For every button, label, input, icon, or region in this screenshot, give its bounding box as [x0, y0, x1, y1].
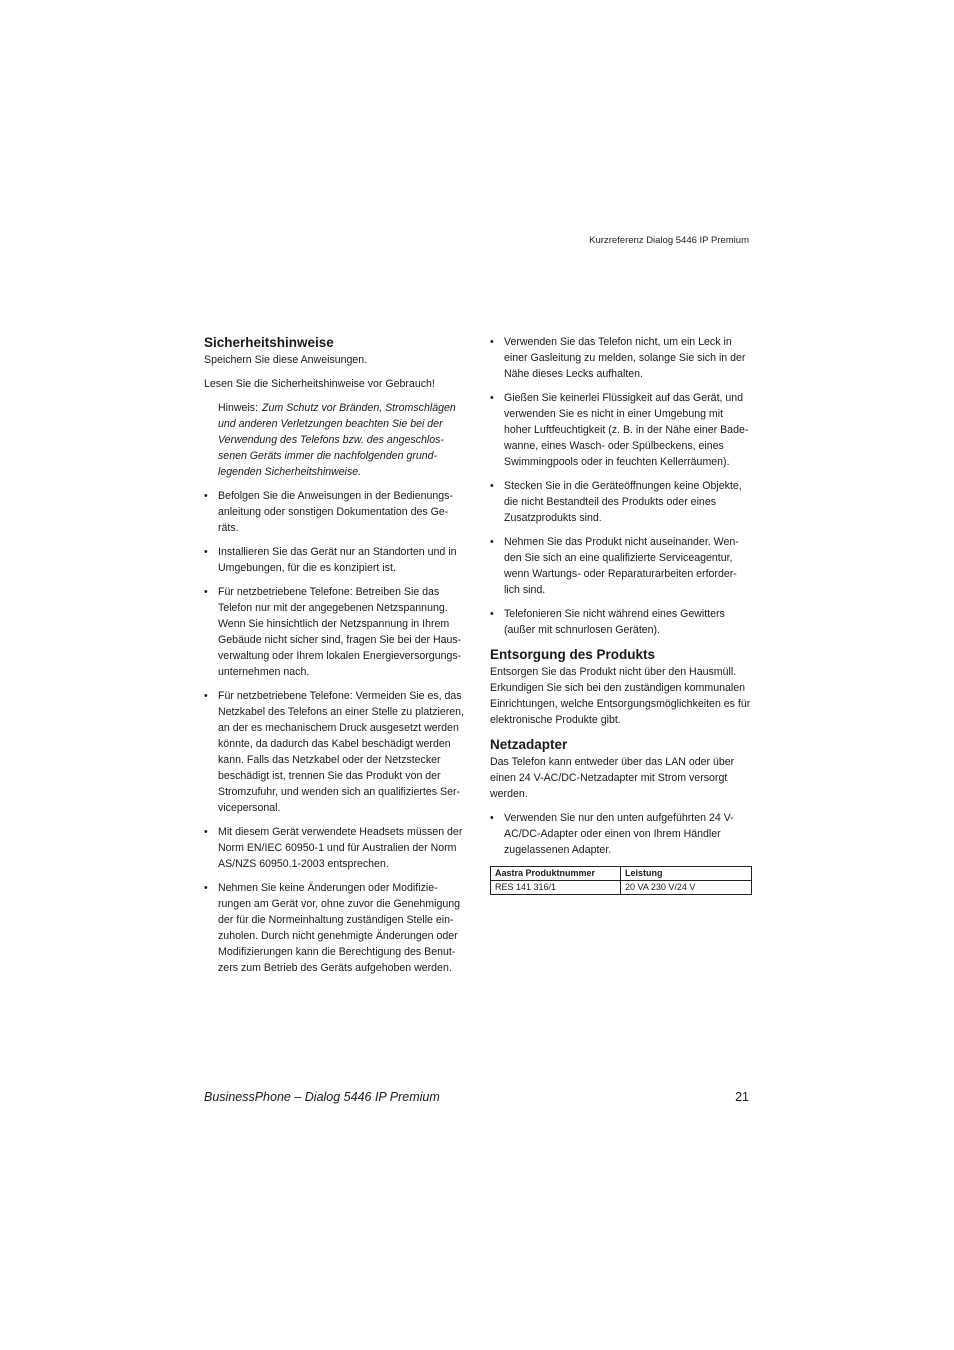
table-header-row — [491, 867, 752, 881]
right-column — [490, 334, 752, 895]
table-cell-power: 20 VA 230 V/24 V — [621, 881, 752, 895]
section-heading-safety: Sicherheitshinweise — [204, 335, 334, 350]
footer-title: BusinessPhone – Dialog 5446 IP Premium — [204, 1090, 440, 1104]
safety-list — [204, 488, 466, 976]
list-item: • Verwenden Sie das Telefon nicht, um ein Leck in einer Gasleitung zu melden, solange Sie sich in der Nähe dieses Lecks aufhalten. — [490, 334, 752, 382]
list-item: • Verwenden Sie nur den unten aufgeführten 24 V-AC/DC-Adapter oder einen von Ihrem Händler zugelassenen Adapter. — [490, 810, 752, 858]
page-number: 21 — [735, 1090, 749, 1104]
note-label: Hinweis: — [218, 402, 259, 414]
table-header-power: Leistung — [621, 867, 752, 881]
list-item: • Befolgen Sie die Anweisungen in der Bedienungs-anleitung oder sonstigen Dokumentation des Ge-räts. — [204, 488, 466, 536]
list-item: • Für netzbetriebene Telefone: Vermeiden Sie es, das Netzkabel des Telefons an einer Stelle zu platzieren, an der es mechanischem Druck ausgesetzt werden könnte, da dadurch das Kabel beschädigt werden kann. Falls das Netzkabel oder der Netzstecker beschädigt ist, trennen Sie das Produkt von der Stromzufuhr, und wenden sich an qualifiziertes Ser-vicepersonal. — [204, 688, 466, 816]
list-item: • Stecken Sie in die Geräteöffnungen keine Objekte, die nicht Bestandteil des Produkts oder eines Zusatzprodukts sind. — [490, 478, 752, 526]
left-column — [204, 334, 466, 984]
running-head: Kurzreferenz Dialog 5446 IP Premium — [589, 235, 749, 246]
disposal-paragraph: Entsorgen Sie das Produkt nicht über den Hausmüll. Erkundigen Sie sich bei den zuständigen kommunalen Einrichtungen, welche Entsorgungsmöglichkeiten es für elektronische Produkte gibt. — [490, 666, 751, 726]
note-text: Zum Schutz vor Bränden, Stromschlägen und anderen Verletzungen beachten Sie bei der Verwendung des Telefons bzw. des angeschlos-senen Geräts immer die nachfolgenden grund-legenden Sicherheitshinweise. — [218, 402, 456, 478]
table-row — [491, 881, 752, 895]
adapter-list — [490, 810, 752, 858]
list-item: • Nehmen Sie keine Änderungen oder Modifizie-rungen am Gerät vor, ohne zuvor die Genehmigung der für die Normeinhaltung zuständigen Stelle ein-zuholen. Durch nicht genehmigte Änderungen oder Modifizierungen kann die Berechtigung des Benut-zers zum Betrieb des Geräts aufgehoben werden. — [204, 880, 466, 976]
table-header-product-number: Aastra Produktnummer — [491, 867, 621, 881]
list-item: • Mit diesem Gerät verwendete Headsets müssen der Norm EN/IEC 60950-1 und für Australien der Norm AS/NZS 60950.1-2003 entsprechen. — [204, 824, 466, 872]
intro-paragraph-2: Lesen Sie die Sicherheitshinweise vor Gebrauch! — [204, 378, 435, 390]
safety-list-continued — [490, 334, 752, 638]
adapter-paragraph: Das Telefon kann entweder über das LAN oder über einen 24 V-AC/DC-Netzadapter mit Strom versorgt werden. — [490, 756, 735, 800]
list-item: • Nehmen Sie das Produkt nicht auseinander. Wen-den Sie sich an eine qualifizierte Serviceagentur, wenn Wartungs- oder Reparaturarbeiten erforder-lich sind. — [490, 534, 752, 598]
adapter-table — [490, 866, 752, 895]
section-heading-disposal: Entsorgung des Produkts — [490, 647, 656, 662]
list-item: • Gießen Sie keinerlei Flüssigkeit auf das Gerät, und verwenden Sie es nicht in einer Umgebung mit hoher Luftfeuchtigkeit (z. B. in der Nähe einer Bade-wanne, eines Wasch- oder Spülbeckens, eines Swimmingpools oder in feuchten Kellerräumen). — [490, 390, 752, 470]
list-item: • Telefonieren Sie nicht während eines Gewitters (außer mit schnurlosen Geräten). — [490, 606, 752, 638]
table-cell-product-number: RES 141 316/1 — [491, 881, 621, 895]
list-item: • Installieren Sie das Gerät nur an Standorten und in Umgebungen, für die es konzipiert ist. — [204, 544, 466, 576]
note-block — [218, 400, 466, 480]
section-heading-adapter: Netzadapter — [490, 737, 568, 752]
list-item: • Für netzbetriebene Telefone: Betreiben Sie das Telefon nur mit der angegebenen Netzspannung. Wenn Sie hinsichtlich der Netzspannung in Ihrem Gebäude nicht sicher sind, fragen Sie bei der Haus-verwaltung oder Ihrem lokalen Energieversorgungs-unternehmen nach. — [204, 584, 466, 680]
intro-paragraph-1: Speichern Sie diese Anweisungen. — [204, 354, 368, 366]
